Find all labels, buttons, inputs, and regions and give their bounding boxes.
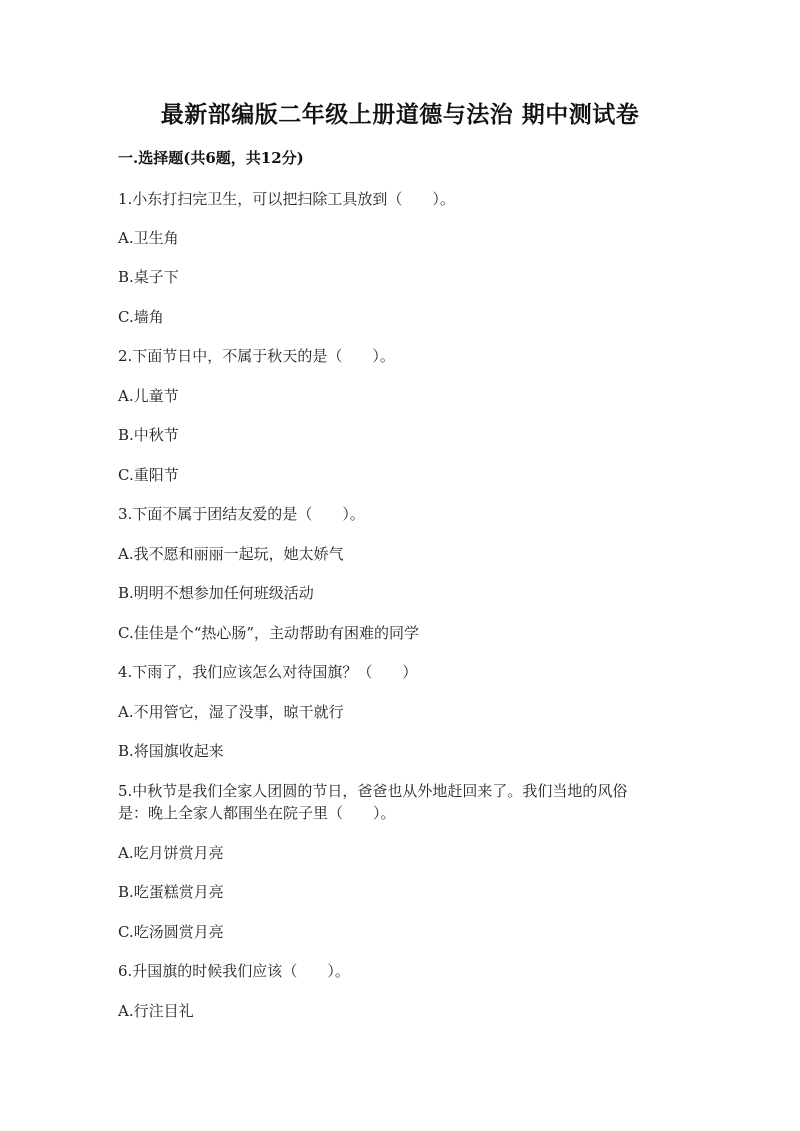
question-3-option-a[interactable]: A.我不愿和丽丽一起玩，她太娇气 (118, 545, 344, 563)
question-4-stem: 4.下雨了，我们应该怎么对待国旗？（ ） (118, 663, 418, 681)
question-2-option-b[interactable]: B.中秋节 (118, 426, 179, 444)
question-1-option-a[interactable]: A.卫生角 (118, 229, 179, 247)
question-3-stem: 3.下面不属于团结友爱的是（ ）。 (118, 505, 365, 523)
question-6-option-a[interactable]: A.行注目礼 (118, 1002, 194, 1020)
question-4-option-b[interactable]: B.将国旗收起来 (118, 742, 224, 760)
question-1-option-b[interactable]: B.桌子下 (118, 268, 179, 286)
question-5-stem-line-1: 5.中秋节是我们全家人团圆的节日，爸爸也从外地赶回来了。我们当地的风俗 (118, 782, 628, 800)
question-5-option-a[interactable]: A.吃月饼赏月亮 (118, 844, 224, 862)
question-3-option-c[interactable]: C.佳佳是个“热心肠”，主动帮助有困难的同学 (118, 624, 420, 642)
question-5-stem-line-2: 是：晚上全家人都围坐在院子里（ ）。 (118, 804, 396, 822)
question-1-stem: 1.小东打扫完卫生，可以把扫除工具放到（ ）。 (118, 190, 455, 208)
question-2-option-a[interactable]: A.儿童节 (118, 387, 179, 405)
question-6-stem: 6.升国旗的时候我们应该（ ）。 (118, 962, 350, 980)
section-heading: 一.选择题(共6题，共12分) (118, 149, 304, 167)
question-2-option-c[interactable]: C.重阳节 (118, 466, 179, 484)
question-2-stem: 2.下面节日中，不属于秋天的是（ ）。 (118, 347, 395, 365)
page-title: 最新部编版二年级上册道德与法治 期中测试卷 (160, 101, 640, 128)
question-1-option-c[interactable]: C.墙角 (118, 308, 164, 326)
question-3-option-b[interactable]: B.明明不想参加任何班级活动 (118, 584, 314, 602)
question-4-option-a[interactable]: A.不用管它，湿了没事，晾干就行 (118, 703, 344, 721)
question-5-option-c[interactable]: C.吃汤圆赏月亮 (118, 923, 224, 941)
question-5-option-b[interactable]: B.吃蛋糕赏月亮 (118, 883, 224, 901)
